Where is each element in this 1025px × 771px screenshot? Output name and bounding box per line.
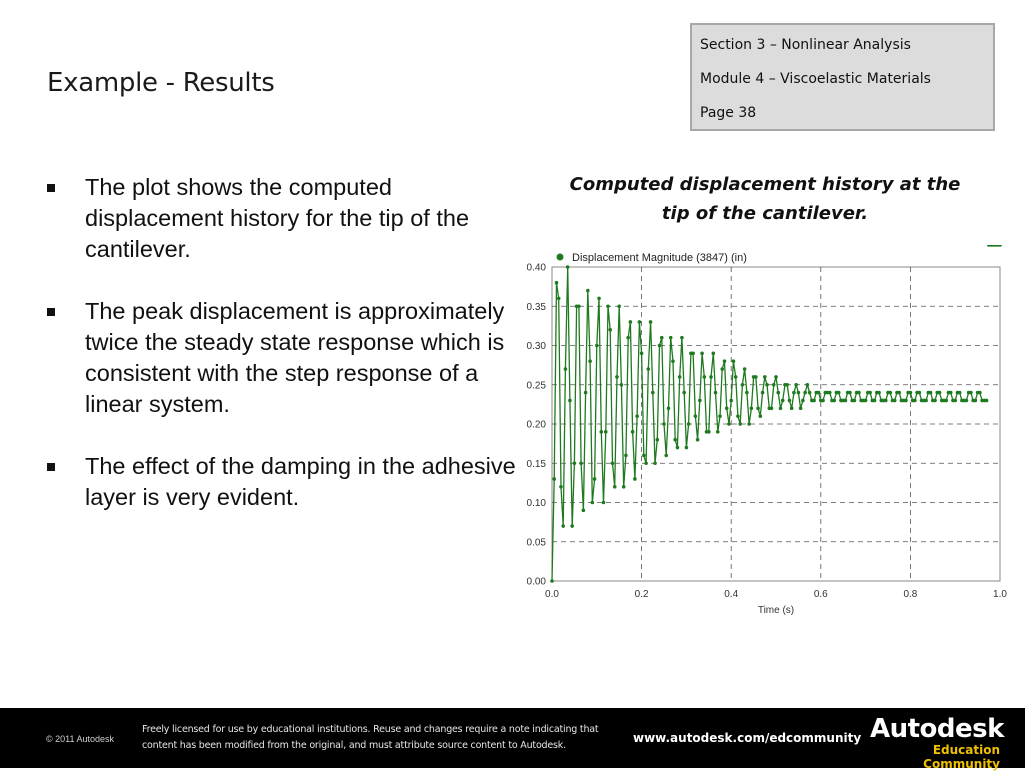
data-point	[808, 391, 812, 395]
square-bullet-icon	[47, 463, 55, 471]
y-tick-label: 0.10	[526, 498, 546, 509]
data-point	[620, 383, 624, 387]
data-point	[806, 383, 810, 387]
x-tick-label: 0.0	[545, 589, 559, 600]
data-point	[985, 399, 989, 403]
data-point	[555, 281, 559, 285]
bullet-item	[45, 451, 525, 513]
data-point	[638, 320, 642, 324]
data-point	[703, 375, 707, 379]
data-point	[821, 399, 825, 403]
data-point	[779, 407, 783, 411]
data-point	[696, 438, 700, 442]
data-point	[714, 391, 718, 395]
y-tick-label: 0.40	[526, 262, 546, 274]
data-point	[929, 391, 933, 395]
data-point	[707, 430, 711, 434]
data-point	[904, 399, 908, 403]
data-point	[570, 524, 574, 528]
data-point	[561, 524, 565, 528]
data-point	[669, 336, 673, 340]
data-point	[617, 304, 621, 308]
data-point	[667, 407, 671, 411]
legend-marker	[557, 254, 564, 261]
data-point	[615, 375, 619, 379]
data-point	[678, 375, 682, 379]
data-point	[718, 414, 722, 418]
data-point	[998, 245, 1002, 247]
data-point	[969, 391, 973, 395]
y-tick-label: 0.05	[526, 537, 546, 549]
data-point	[893, 399, 897, 403]
data-point	[732, 359, 736, 363]
data-point	[725, 407, 729, 411]
data-point	[949, 391, 953, 395]
data-point	[873, 399, 877, 403]
data-point	[750, 407, 754, 411]
data-point	[965, 399, 969, 403]
data-point	[918, 391, 922, 395]
data-point	[588, 359, 592, 363]
data-point	[857, 391, 861, 395]
x-tick-label: 0.4	[724, 589, 739, 600]
data-point	[756, 407, 760, 411]
page-label: Page 38	[700, 105, 757, 121]
x-tick-label: 0.2	[634, 589, 649, 600]
footer-bar	[0, 708, 1025, 771]
data-point	[772, 383, 776, 387]
data-point	[709, 375, 713, 379]
data-point	[794, 383, 798, 387]
data-point	[673, 438, 677, 442]
data-point	[832, 399, 836, 403]
data-point	[635, 414, 639, 418]
data-point	[792, 391, 796, 395]
data-point	[837, 391, 841, 395]
x-tick-label: 0.6	[813, 589, 828, 600]
data-point	[664, 454, 668, 458]
y-tick-label: 0.15	[526, 458, 546, 470]
data-point	[765, 383, 769, 387]
data-point	[691, 352, 695, 356]
data-point	[774, 375, 778, 379]
data-point	[593, 477, 597, 481]
data-point	[785, 383, 789, 387]
data-point	[629, 320, 633, 324]
data-point	[978, 391, 982, 395]
bullet-text: The plot shows the computed displacement history for the tip of the cantilever.	[85, 174, 470, 262]
data-point	[599, 430, 603, 434]
data-point	[606, 304, 610, 308]
data-point	[676, 446, 680, 450]
data-point	[653, 461, 657, 465]
data-point	[649, 320, 653, 324]
data-point	[974, 399, 978, 403]
bullet-list	[45, 172, 525, 544]
data-point	[608, 328, 612, 332]
data-point	[909, 391, 913, 395]
y-tick-label: 0.35	[526, 301, 546, 313]
data-point	[577, 304, 581, 308]
data-point	[727, 422, 731, 426]
data-point	[761, 391, 765, 395]
y-tick-label: 0.25	[526, 380, 546, 392]
data-point	[868, 391, 872, 395]
section-info-box	[690, 23, 995, 131]
data-point	[781, 399, 785, 403]
data-point	[828, 391, 832, 395]
data-point	[754, 375, 758, 379]
data-point	[711, 352, 715, 356]
data-point	[790, 407, 794, 411]
data-point	[687, 422, 691, 426]
data-point	[743, 367, 747, 371]
data-point	[582, 509, 586, 513]
data-point	[853, 399, 857, 403]
data-point	[662, 422, 666, 426]
data-point	[877, 391, 881, 395]
y-tick-label: 0.30	[526, 341, 546, 352]
data-point	[799, 407, 803, 411]
data-point	[884, 399, 888, 403]
displacement-chart	[505, 245, 1010, 625]
data-point	[559, 485, 563, 489]
data-point	[747, 422, 751, 426]
module-label: Module 4 – Viscoelastic Materials	[700, 71, 931, 87]
data-point	[738, 422, 742, 426]
data-point	[640, 352, 644, 356]
data-point	[680, 336, 684, 340]
license-text: Freely licensed for use by educational institutions. Reuse and changes require a note indicating that content has been modified from the original, and must attribute source content to Autodesk.	[142, 724, 599, 751]
data-point	[888, 391, 892, 395]
data-point	[729, 399, 733, 403]
data-point	[611, 461, 615, 465]
data-point	[812, 399, 816, 403]
data-point	[597, 297, 601, 301]
data-point	[682, 391, 686, 395]
data-point	[817, 391, 821, 395]
data-point	[723, 359, 727, 363]
data-point	[763, 375, 767, 379]
data-point	[595, 344, 599, 348]
data-point	[958, 391, 962, 395]
data-point	[897, 391, 901, 395]
data-point	[734, 375, 738, 379]
education-community-label: Education Community	[923, 743, 1000, 771]
bullet-item	[45, 296, 525, 420]
bullet-text: The peak displacement is approximately twice the steady state response which is consistent with the step response of a linear system.	[85, 298, 505, 417]
data-point	[647, 367, 651, 371]
square-bullet-icon	[47, 184, 55, 192]
data-point	[720, 367, 724, 371]
data-point	[644, 461, 648, 465]
bullet-item	[45, 172, 525, 265]
data-point	[660, 336, 664, 340]
data-point	[864, 399, 868, 403]
data-point	[573, 461, 577, 465]
data-point	[698, 399, 702, 403]
data-point	[566, 265, 570, 269]
data-point	[700, 352, 704, 356]
data-point	[642, 454, 646, 458]
data-point	[803, 391, 807, 395]
autodesk-logo: Autodesk	[870, 714, 1004, 744]
data-point	[736, 414, 740, 418]
data-point	[953, 399, 957, 403]
data-point	[613, 485, 617, 489]
data-point	[626, 336, 630, 340]
data-point	[633, 477, 637, 481]
data-point	[938, 391, 942, 395]
data-point	[933, 399, 937, 403]
data-point	[770, 407, 774, 411]
bullet-text: The effect of the damping in the adhesive layer is very evident.	[85, 453, 516, 510]
data-point	[655, 438, 659, 442]
data-point	[844, 399, 848, 403]
data-point	[579, 461, 583, 465]
data-point	[602, 501, 606, 505]
copyright-text: © 2011 Autodesk	[46, 734, 115, 744]
section-label: Section 3 – Nonlinear Analysis	[700, 37, 911, 53]
data-point	[745, 391, 749, 395]
x-axis-label: Time (s)	[757, 605, 795, 616]
data-point	[716, 430, 720, 434]
data-point	[944, 399, 948, 403]
y-tick-label: 0.20	[526, 419, 546, 431]
data-point	[631, 430, 635, 434]
data-point	[604, 430, 608, 434]
data-point	[924, 399, 928, 403]
data-point	[552, 477, 556, 481]
data-point	[759, 414, 763, 418]
data-point	[564, 367, 568, 371]
data-point	[658, 344, 662, 348]
data-point	[788, 399, 792, 403]
chart-caption: Computed displacement history at the tip of the cantilever.	[569, 174, 961, 224]
data-point	[550, 579, 554, 583]
data-point	[801, 399, 805, 403]
data-point	[741, 383, 745, 387]
data-point	[568, 399, 572, 403]
legend-label: Displacement Magnitude (3847) (in)	[572, 252, 747, 264]
website-link[interactable]: www.autodesk.com/edcommunity	[633, 731, 862, 745]
square-bullet-icon	[47, 308, 55, 316]
data-point	[797, 391, 801, 395]
data-point	[671, 359, 675, 363]
data-point	[776, 391, 780, 395]
data-point	[622, 485, 626, 489]
data-point	[913, 399, 917, 403]
data-point	[848, 391, 852, 395]
x-tick-label: 1.0	[993, 589, 1007, 600]
data-point	[557, 297, 561, 301]
slide-title: Example - Results	[47, 68, 275, 98]
y-tick-label: 0.00	[526, 576, 546, 588]
data-point	[651, 391, 655, 395]
data-point	[586, 289, 590, 293]
data-point	[624, 454, 628, 458]
data-point	[685, 446, 689, 450]
data-point	[584, 391, 588, 395]
data-point	[694, 414, 698, 418]
data-point	[591, 501, 595, 505]
x-tick-label: 0.8	[903, 589, 918, 600]
